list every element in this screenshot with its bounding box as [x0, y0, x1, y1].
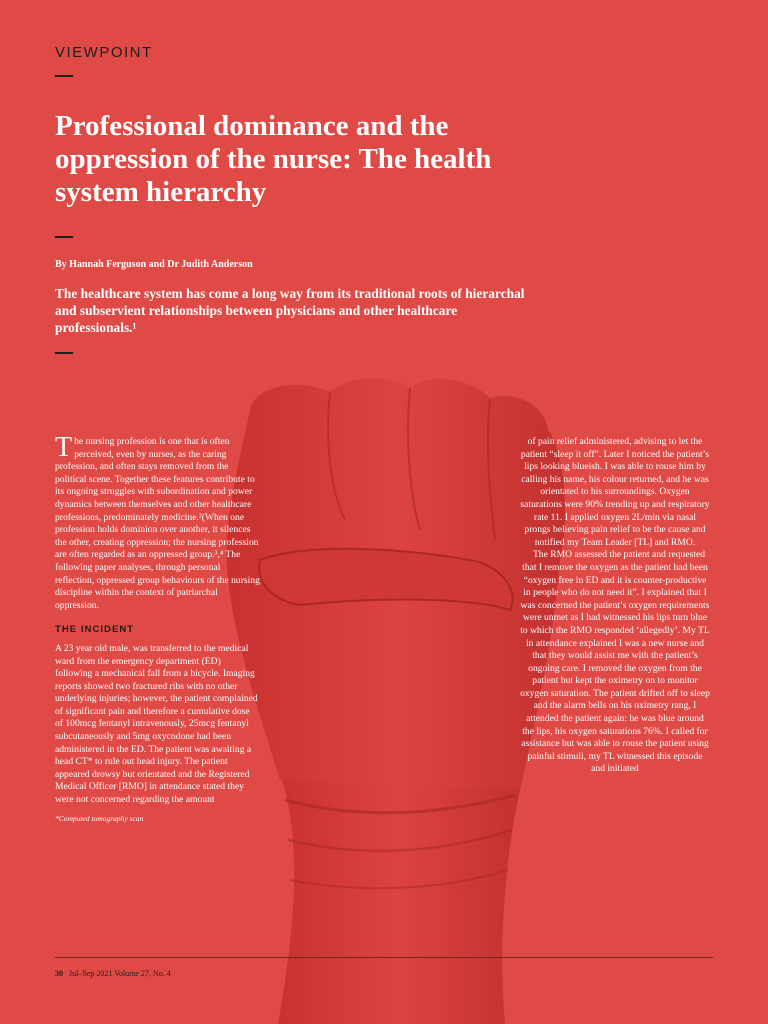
standfirst-rule	[55, 352, 73, 354]
left-column	[55, 432, 260, 825]
page-number: 30	[55, 969, 63, 978]
article-title: Professional dominance and the oppression of the nurse: The health system hierarchy	[55, 110, 492, 208]
page-footer	[55, 969, 171, 978]
right-paragraph-1: of pain relief administered, advising to let the patient “sleep it off”. Later I noticed the patient’s lips looking blueish. I was able to rouse him by calling his name, his colour returned, and he was orientated to his surroundings. Oxygen saturations were 90% trending up and respiratory rate 11. I applied oxygen 2L/min via nasal prongs believing pain relief to be the cause and notified my Team Leader [TL] and RMO.	[520, 436, 710, 548]
issue-info: Jul–Sep 2021 Volume 27, No. 4	[69, 969, 171, 978]
incident-subheading: THE INCIDENT	[55, 624, 135, 636]
drop-cap: T	[55, 432, 73, 463]
right-column	[520, 436, 710, 776]
section-label: VIEWPOINT	[55, 44, 153, 61]
standfirst: The healthcare system has come a long way from its traditional roots of hierarchal and subservient relationships between physicians and other healthcare professionals.¹	[55, 286, 525, 335]
title-rule-bottom	[55, 236, 73, 238]
incident-paragraph: A 23 year old male, was transferred to the medical ward from the emergency department (ED) following a mechanical fall from a bicycle. Imaging reports showed two fractured ribs with no other underlying injuries; however, the patient complained of significant pain and therefore a cumulative dose of 100mcg fentanyl intravenously, 25mcg fentanyl subcutaneously and 5mg oxycodone had been administered in the ED. The patient was awaiting a head CT* to rule out head injury. The patient appeared drowsy but orientated and the Registered Medical Officer [RMO] in attendance stated they were not concerned regarding the amount	[55, 642, 258, 806]
intro-paragraph	[55, 432, 260, 612]
right-paragraph-2: The RMO assessed the patient and requested that I remove the oxygen as the patient had been “oxygen free in ED and it is counter-productive in people who do not need it”. I explained that I was concerned the patient’s oxygen requirements were unmet as I had witnessed his lips turn blue to which the RMO responded ‘allegedly’. My TL in attendance explained I was a new nurse and that they would assist me with the patient’s ongoing care. I removed the oxygen from the patient but kept the oximetry on to monitor oxygen saturation. The patient drifted off to sleep and the alarm bells on his oximetry rang, I attended the patient again: he was blue around the lips, his oxygen saturations 76%. I called for assistance but was able to rouse the patient using painful stimuli, my TL witnessed this episode and initiated	[520, 549, 710, 775]
byline: By Hannah Ferguson and Dr Judith Anderson	[55, 259, 253, 270]
title-rule-top	[55, 75, 73, 77]
footnote: *Computed tomography scan	[55, 813, 144, 823]
footer-rule	[55, 957, 713, 958]
intro-text: he nursing profession is one that is often perceived, even by nurses, as the caring profession, and often stays removed from the political scene. Together these features contribute to its ongoing struggles with subordination and power dynamics between themselves and other healthcare professions, predominately medicine.²(When one profession holds dominion over another, it silences the other, creating oppression; the nursing profession are often regarded as an oppressed group.³,⁴ The following paper analyses, through personal reflection, oppressed group behaviours of the nursing discipline within the context of patriarchal oppression.	[55, 436, 260, 611]
